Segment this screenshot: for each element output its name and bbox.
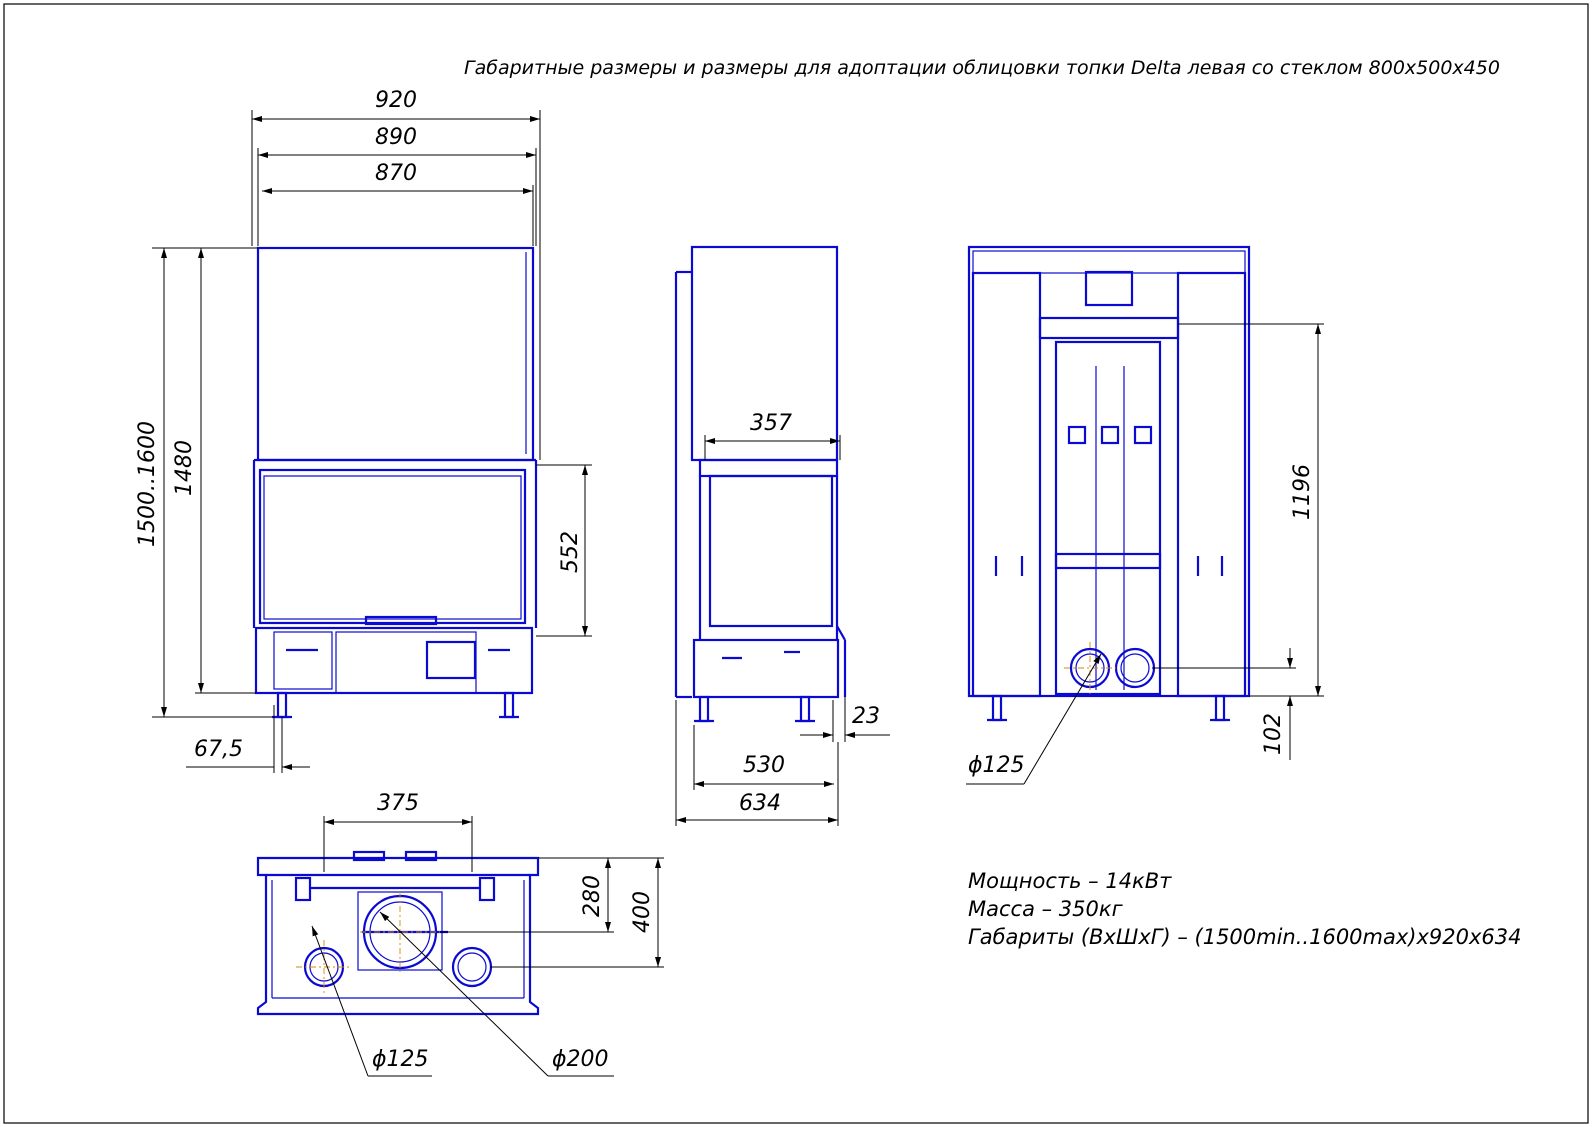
top-outlet-125-right [453, 948, 491, 986]
specs-block [968, 869, 1522, 949]
dim-357: 357 [750, 411, 792, 436]
back-outlet-right [1116, 649, 1154, 687]
spec-mass: Масса – 350кг [968, 897, 1123, 921]
drawing-title: Габаритные размеры и размеры для адоптации облицовки топки Delta левая со стеклом 800х500х450 [464, 57, 1500, 79]
dim-375: 375 [377, 791, 419, 816]
dim-1480: 1480 [172, 440, 197, 496]
back-outlet-left [1071, 649, 1109, 687]
dim-67-5: 67,5 [194, 737, 243, 762]
dim-890: 890 [375, 125, 417, 150]
dim-870: 870 [375, 161, 417, 186]
side-glass [710, 476, 832, 626]
sheet-frame [4, 4, 1588, 1123]
dim-23: 23 [852, 704, 880, 729]
dim-634: 634 [739, 791, 781, 816]
back-outer-casing [969, 247, 1249, 696]
back-center-panel [1056, 342, 1160, 694]
top-outline [258, 858, 538, 1014]
front-upper-casing [258, 248, 533, 460]
dim-920: 920 [375, 88, 417, 113]
front-ash-drawer [256, 628, 532, 693]
dim-dia200-top: ϕ200 [552, 1047, 609, 1072]
side-view [676, 247, 890, 826]
dim-1500-1600: 1500..1600 [135, 421, 160, 547]
spec-power: Мощность – 14кВт [968, 869, 1172, 893]
top-view [258, 791, 664, 1076]
dim-552: 552 [558, 531, 583, 573]
dim-102: 102 [1261, 713, 1286, 755]
front-glass-door [260, 470, 525, 623]
dim-dia125-top: ϕ125 [372, 1047, 429, 1072]
spec-dimensions: Габариты (ВхШхГ) – (1500min..1600max)х920х634 [968, 925, 1522, 949]
dim-280: 280 [580, 875, 605, 917]
dim-dia125-back: ϕ125 [968, 753, 1025, 778]
front-view [135, 88, 592, 773]
back-view [966, 247, 1324, 784]
dim-400: 400 [630, 891, 655, 933]
dim-530: 530 [743, 753, 785, 778]
dim-1196: 1196 [1290, 464, 1315, 520]
